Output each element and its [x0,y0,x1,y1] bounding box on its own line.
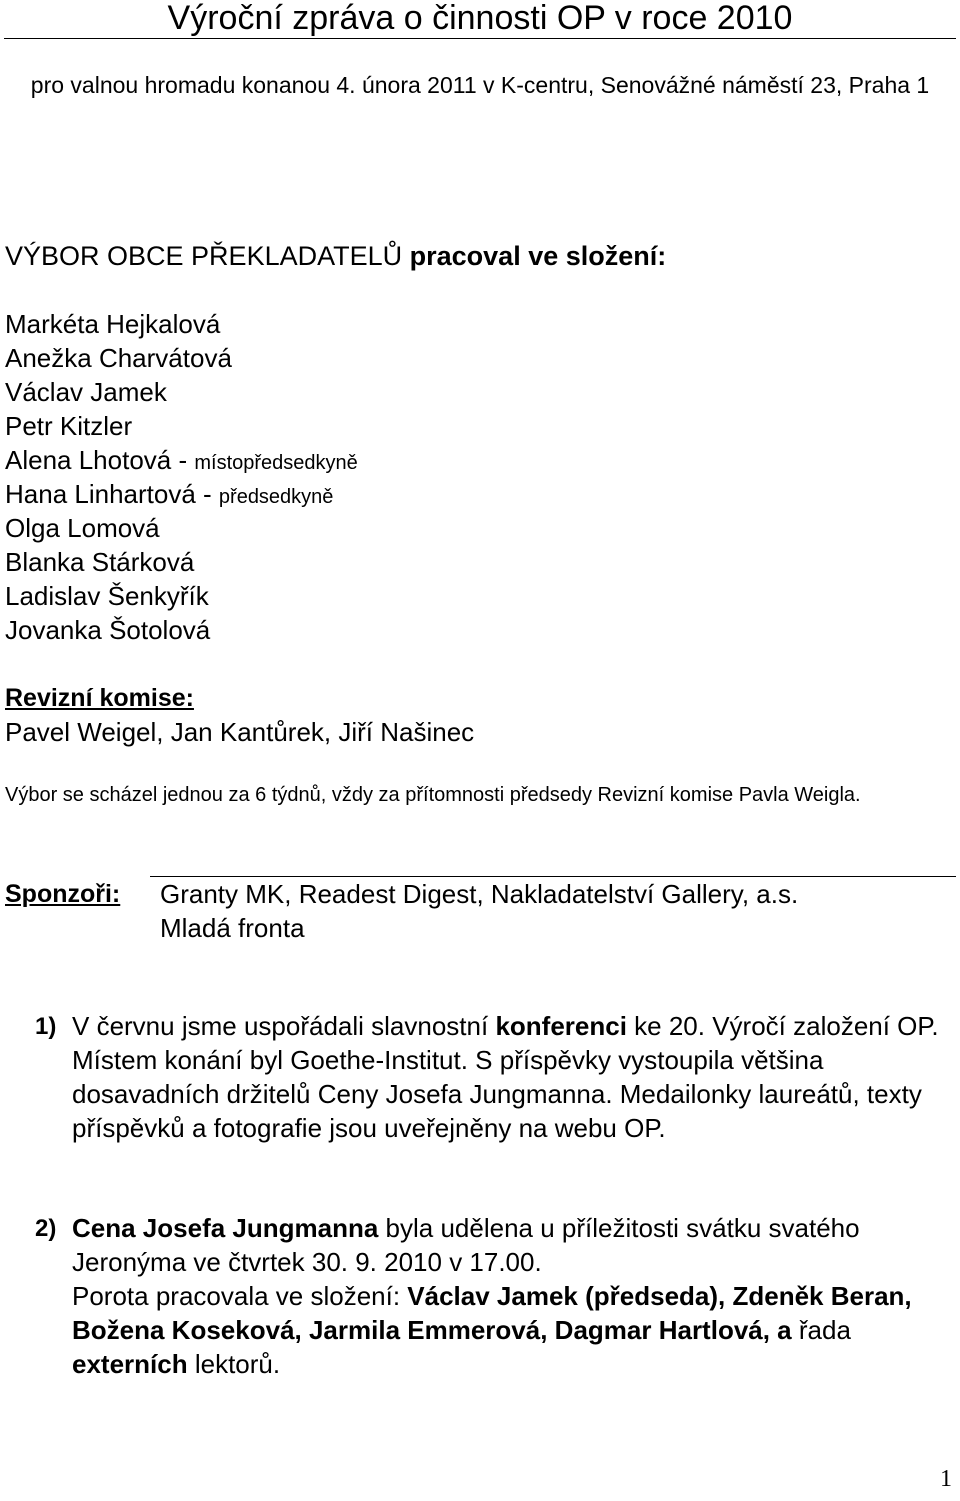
item-text: lektorů. [187,1349,281,1379]
sponsors-label: Sponzoři: [5,880,121,908]
list-item [5,477,358,511]
item-text: V červnu jsme uspořádali slavnostní [72,1011,496,1041]
member-name: Jovanka Šotolová [5,615,211,645]
member-name: Alena Lhotová - [5,445,195,475]
document-subtitle: pro valnou hromadu konanou 4. února 2011 v K-centru, Senovážné náměstí 23, Praha 1 [30,72,930,98]
member-name: Petr Kitzler [5,411,133,441]
list-item [5,545,358,579]
committee-member-list [5,307,358,647]
item-emphasis: Cena Josefa Jungmanna [72,1213,379,1243]
member-name: Ladislav Šenkyřík [5,581,209,611]
member-name: Olga Lomová [5,513,160,543]
member-role: předsedkyně [218,486,334,508]
member-name: Markéta Hejkalová [5,309,221,339]
list-item [5,409,358,443]
committee-heading [5,238,666,274]
item-jungmann-prize [72,1211,952,1381]
item-emphasis: konferenci [495,1011,627,1041]
list-item [5,579,358,613]
list-item [5,375,358,409]
sponsors-list-line2: Mladá fronta [160,913,305,943]
item-paragraph [72,1279,952,1381]
item-emphasis: externích [72,1349,188,1379]
item-text: ke 20. Výročí založení OP. Místem konání byl Goethe-Institut. S příspěvky vystoupila většina dosavadních držitelů Ceny Josefa Jungmanna. Medailonky laureátů, texty příspěvků a fotografie jsou uveřejněny na webu OP. [72,1011,939,1143]
committee-heading-name: VÝBOR OBCE PŘEKLADATELŮ [5,241,403,271]
list-item [5,307,358,341]
item-paragraph [72,1211,952,1279]
item-text: řada [791,1315,851,1345]
member-name: Václav Jamek [5,377,167,407]
item-text: Porota pracovala ve složení: [72,1281,408,1311]
item-number: 2) [35,1215,57,1242]
member-name: Anežka Charvátová [5,343,232,373]
meetings-paragraph: Výbor se scházel jednou za 6 týdnů, vždy za přítomnosti předsedy Revizní komise Pavla Weigla. [5,784,861,806]
list-item [5,613,358,647]
audit-committee-label: Revizní komise: [5,684,194,712]
member-role: místopředsedkyně [194,452,358,474]
item-conference [72,1009,952,1145]
audit-committee-members: Pavel Weigel, Jan Kantůrek, Jiří Našinec [5,717,475,747]
committee-heading-suffix: pracoval ve složení: [409,241,667,271]
item-number: 1) [35,1013,57,1040]
item-text: byla udělena u příležitosti svátku svatého Jeronýma ve čtvrtek 30. 9. 2010 v 17.00. [72,1213,860,1277]
page-number: 1 [940,1466,952,1492]
list-item [5,511,358,545]
list-item [5,341,358,375]
member-name: Hana Linhartová - [5,479,219,509]
sponsors-list-line1: Granty MK, Readest Digest, Nakladatelství Gallery, a.s. [160,879,799,909]
title-divider [4,38,956,39]
item-emphasis: Václav Jamek (předseda), Zdeněk Beran, Božena Koseková, Jarmila Emmerová, Dagmar Hartlová, a [72,1281,912,1345]
member-name: Blanka Stárková [5,547,195,577]
document-title: Výroční zpráva o činnosti OP v roce 2010 [167,0,793,37]
list-item [5,443,358,477]
